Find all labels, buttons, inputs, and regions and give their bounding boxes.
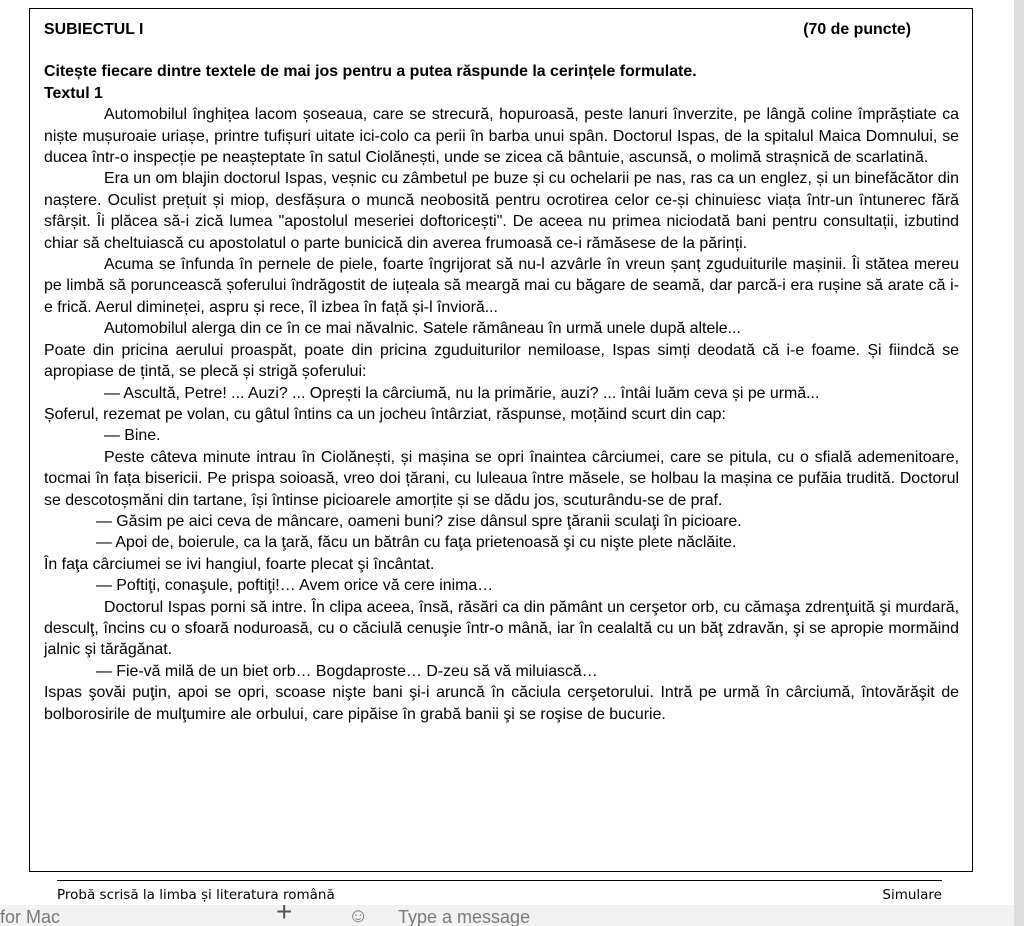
dialog-line-4: — Apoi de, boierule, ca la ţară, făcu un bătrân cu faţa prietenoasă şi cu nişte plete năclăite. bbox=[96, 534, 737, 552]
paragraph-5: Poate din pricina aerului proaspăt, poate din pricina zguduiturilor nemiloase, Ispas simți deodată că i-e foame. Și fiindcă se apropiase de țintă, se plecă și strigă șoferului: bbox=[44, 341, 959, 381]
paragraph-8: În faţa cârciumei se ivi hangiul, foarte plecat şi încântat. bbox=[44, 555, 435, 573]
paragraph-4: Automobilul alerga din ce în ce mai năvalnic. Satele rămâneau în urmă unele după altele... bbox=[104, 320, 741, 338]
chat-app-bar bbox=[0, 905, 1014, 926]
paragraph-7: Peste câteva minute intrau în Ciolănești, și mașina se opri înaintea cârciumei, care se pitula, cu o sfială ademenitoare, tocmai în fața bisericii. Pe prispa soioasă, vreo doi țărani, cu luleaua între măsele, se holbau la mașina ce pufăia trudită. Doctorul se descotoșmăni din tartane, își întinse picioarele amorțite și se dădu jos, scuturându-se de praf. bbox=[44, 448, 959, 509]
exam-box bbox=[29, 8, 973, 872]
paragraph-1: Automobilul înghițea lacom șoseaua, care se strecură, hopuroasă, peste lanuri înverzite, pe lângă coline împrăștiate ca niște mușuroaie uriașe, printre tufișuri uitate ici-colo ca perii în barba unui spân. Doctorul Ispas, de la spitalul Maica Domnului, se ducea într-o inspecție pe neașteptate în satul Ciolănești, unde se zicea că bântuie, ascunsă, o molimă strașnică de scarlatină. bbox=[44, 106, 959, 167]
app-name-fragment: for Mac bbox=[0, 907, 61, 926]
dialog-line-1: — Ascultă, Petre! ... Auzi? ... Oprești la cârciumă, nu la primărie, auzi? ... întâi luăm ceva și pe urmă... bbox=[104, 384, 820, 402]
paragraph-3: Acuma se înfunda în pernele de piele, foarte îngrijorat să nu-l azvârle în vreun șanț zguduiturile mașinii. Îi stătea mereu pe limbă să poruncească șoferului îndrăgostit de iuțeala să meargă mai cu băgare de seamă, dar parcă-i era rușine să arate că i-e frică. Aerul dimineței, aspru și rece, îl izbea în față și-l învioră... bbox=[44, 256, 959, 316]
text-label: Textul 1 bbox=[44, 84, 103, 102]
window-edge bbox=[1014, 0, 1024, 926]
message-input[interactable]: Type a message bbox=[398, 907, 531, 926]
section-points: (70 de puncte) bbox=[803, 21, 911, 38]
section-header bbox=[44, 19, 959, 40]
emoji-icon[interactable]: ☺ bbox=[348, 905, 369, 926]
paragraph-6: Șoferul, rezemat pe volan, cu gâtul întins ca un jocheu întârziat, răspunse, moțăind scurt din cap: bbox=[44, 405, 726, 423]
plus-icon[interactable]: + bbox=[276, 905, 293, 926]
dialog-line-6: — Fie-vă milă de un biet orb… Bogdaproste… D-zeu să vă miluiască… bbox=[96, 662, 598, 680]
instruction: Citește fiecare dintre textele de mai jos pentru a putea răspunde la cerințele formulate. bbox=[44, 63, 697, 81]
dialog-line-3: — Găsim pe aici ceva de mâncare, oameni buni? zise dânsul spre ţăranii sculaţi în picioare. bbox=[96, 512, 742, 530]
dialog-line-5: — Poftiţi, conaşule, poftiţi!… Avem orice vă cere inima… bbox=[96, 577, 494, 595]
section-title: SUBIECTUL I bbox=[44, 21, 144, 38]
paragraph-2: Era un om blajin doctorul Ispas, veșnic cu zâmbetul pe buze și cu ochelarii pe nas, ras ca un englez, și un binefăcător din naștere. Oculist prețuit și miop, desfășura o muncă neobosită pentru ocrotirea celor ce-și chinuiesc viața într-un întunerec fără sfârșit. Îi plăcea să-i zică lumea "apostolul meseriei doftoricești". De aceea nu primea niciodată bani pentru consultații, izbutind chiar să cheltuiască cu apostolatul o parte bunicică din averea frumoasă ce-i rămăsese de la părinți. bbox=[44, 170, 959, 252]
footer-subject: Probă scrisă la limba și literatura română bbox=[57, 887, 335, 903]
page-footer bbox=[57, 880, 942, 903]
dialog-line-2: — Bine. bbox=[104, 427, 161, 445]
footer-label: Simulare bbox=[882, 887, 942, 903]
paragraph-10: Ispas şovăi puţin, apoi se opri, scoase nişte bani şi-i aruncă în căciula cerşetorului. Intră pe urmă în cârciumă, întovărăşit de bolborosirile de mulţumire ale orbului, care pipăise în grabă banii şi se roşise de bucurie. bbox=[44, 684, 959, 723]
paragraph-9: Doctorul Ispas porni să intre. În clipa aceea, însă, răsări ca din pământ un cerşetor orb, cu cămaşa zdrenţuită şi murdară, desculţ, încins cu o sfoară noduroasă, cu o căciulă cenuşie într-o mână, iar în cealaltă cu un băţ zdravăn, şi se apropie mormăind jalnic şi tărăgănat. bbox=[44, 598, 959, 659]
